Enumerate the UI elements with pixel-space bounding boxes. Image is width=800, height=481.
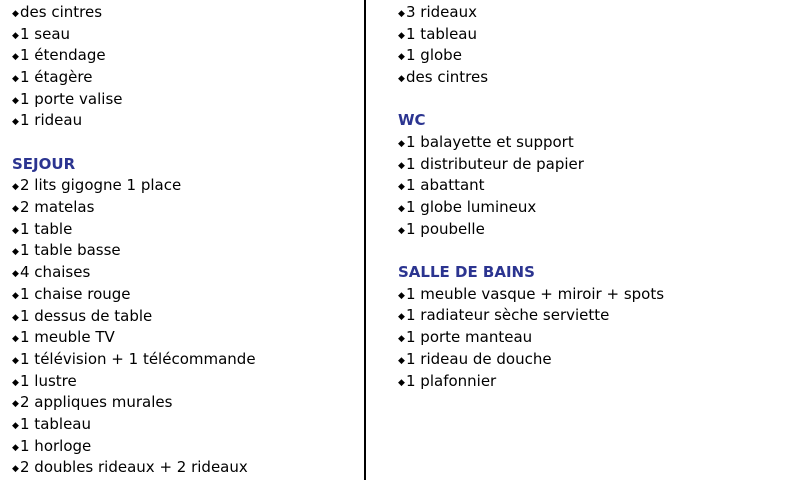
section-wc <box>398 110 788 240</box>
list-item-text: 1 poubelle <box>406 219 485 238</box>
diamond-bullet-icon: ◆ <box>398 182 405 193</box>
diamond-bullet-icon: ◆ <box>398 225 405 236</box>
diamond-bullet-icon: ◆ <box>12 74 19 85</box>
list-item-text: 4 chaises <box>20 263 91 282</box>
list-item <box>398 24 788 46</box>
list-item <box>12 240 357 262</box>
list-item-text: 1 télévision + 1 télécommande <box>20 349 256 368</box>
list-item <box>398 154 788 176</box>
list-item <box>398 45 788 67</box>
list-item-text: 1 abattant <box>406 176 485 195</box>
list-item <box>12 67 357 89</box>
list-item <box>12 175 357 197</box>
list-item-text: 1 étagère <box>20 68 93 87</box>
list-item-text: 1 meuble TV <box>20 328 115 347</box>
section-heading: SALLE DE BAINS <box>398 263 535 282</box>
list-item-text: 1 globe lumineux <box>406 198 537 217</box>
list-item <box>12 284 357 306</box>
section-continued <box>12 2 357 132</box>
list-item-text: 1 tableau <box>20 414 92 433</box>
diamond-bullet-icon: ◆ <box>398 74 405 85</box>
diamond-bullet-icon: ◆ <box>12 377 19 388</box>
list-item <box>12 306 357 328</box>
list-item <box>12 110 357 132</box>
diamond-bullet-icon: ◆ <box>12 225 19 236</box>
section-continued <box>398 2 788 89</box>
list-item <box>398 219 788 241</box>
section-sejour <box>12 154 357 479</box>
list-item-text: 1 rideau <box>20 111 83 130</box>
list-item-text: 1 radiateur sèche serviette <box>406 306 610 325</box>
diamond-bullet-icon: ◆ <box>12 334 19 345</box>
diamond-bullet-icon: ◆ <box>398 30 405 41</box>
diamond-bullet-icon: ◆ <box>12 464 19 475</box>
list-item-text: des cintres <box>20 3 103 21</box>
diamond-bullet-icon: ◆ <box>12 442 19 453</box>
list-item-text: 1 table basse <box>20 241 121 260</box>
list-item-text: 1 porte valise <box>20 89 123 108</box>
section-spacer <box>398 240 788 262</box>
list-item-text: des cintres <box>406 68 489 87</box>
list-item-text: 1 porte manteau <box>406 328 533 347</box>
list-item <box>12 392 357 414</box>
diamond-bullet-icon: ◆ <box>12 9 19 19</box>
list-item-text: 1 lustre <box>20 371 77 390</box>
section-spacer <box>398 89 788 111</box>
right-inventory-column <box>398 2 788 392</box>
diamond-bullet-icon: ◆ <box>398 290 405 301</box>
list-item <box>398 67 788 89</box>
list-item <box>12 197 357 219</box>
diamond-bullet-icon: ◆ <box>398 204 405 215</box>
list-item-text: 1 seau <box>20 24 71 43</box>
list-item-text: 1 globe <box>406 46 462 65</box>
list-item-text: 2 matelas <box>20 198 95 217</box>
list-item-text: 2 lits gigogne 1 place <box>20 176 182 195</box>
diamond-bullet-icon: ◆ <box>12 52 19 63</box>
list-item <box>12 327 357 349</box>
diamond-bullet-icon: ◆ <box>398 355 405 366</box>
diamond-bullet-icon: ◆ <box>398 334 405 345</box>
list-item <box>12 371 357 393</box>
list-item-text: 1 dessus de table <box>20 306 153 325</box>
list-item <box>398 371 788 393</box>
list-item <box>12 457 357 479</box>
list-item <box>398 349 788 371</box>
diamond-bullet-icon: ◆ <box>398 52 405 63</box>
diamond-bullet-icon: ◆ <box>12 182 19 193</box>
list-item-text: 1 tableau <box>406 24 478 43</box>
column-divider <box>364 0 366 480</box>
section-salle-de-bains <box>398 262 788 392</box>
list-item <box>398 2 788 24</box>
diamond-bullet-icon: ◆ <box>12 204 19 215</box>
list-item <box>12 89 357 111</box>
list-item-text: 1 horloge <box>20 436 92 455</box>
list-item-text: 2 appliques murales <box>20 393 173 412</box>
list-item-text: 1 distributeur de papier <box>406 154 584 173</box>
diamond-bullet-icon: ◆ <box>398 312 405 323</box>
list-item <box>398 284 788 306</box>
list-item-text: 2 doubles rideaux + 2 rideaux <box>20 458 248 477</box>
list-item <box>12 262 357 284</box>
list-item <box>12 414 357 436</box>
list-item-text: 1 plafonnier <box>406 371 497 390</box>
diamond-bullet-icon: ◆ <box>12 95 19 106</box>
list-item-text: 3 rideaux <box>406 3 477 21</box>
list-item <box>398 197 788 219</box>
list-item <box>12 45 357 67</box>
section-spacer <box>12 132 357 154</box>
diamond-bullet-icon: ◆ <box>12 290 19 301</box>
diamond-bullet-icon: ◆ <box>12 269 19 280</box>
list-item-text: 1 table <box>20 219 73 238</box>
list-item <box>12 349 357 371</box>
list-item <box>12 2 357 24</box>
list-item <box>398 132 788 154</box>
list-item <box>12 24 357 46</box>
left-inventory-column <box>12 2 357 479</box>
section-heading: WC <box>398 111 426 130</box>
list-item-text: 1 rideau de douche <box>406 349 552 368</box>
list-item-text: 1 meuble vasque + miroir + spots <box>406 284 665 303</box>
diamond-bullet-icon: ◆ <box>12 247 19 258</box>
list-item-text: 1 chaise rouge <box>20 284 131 303</box>
diamond-bullet-icon: ◆ <box>12 312 19 323</box>
diamond-bullet-icon: ◆ <box>12 30 19 41</box>
list-item-text: 1 balayette et support <box>406 133 574 152</box>
list-item <box>12 436 357 458</box>
section-heading: SEJOUR <box>12 154 76 173</box>
diamond-bullet-icon: ◆ <box>12 117 19 128</box>
list-item-text: 1 étendage <box>20 46 106 65</box>
list-item <box>398 175 788 197</box>
diamond-bullet-icon: ◆ <box>398 139 405 150</box>
diamond-bullet-icon: ◆ <box>398 160 405 171</box>
diamond-bullet-icon: ◆ <box>12 355 19 366</box>
list-item <box>398 305 788 327</box>
diamond-bullet-icon: ◆ <box>398 377 405 388</box>
diamond-bullet-icon: ◆ <box>12 399 19 410</box>
list-item <box>12 219 357 241</box>
diamond-bullet-icon: ◆ <box>12 420 19 431</box>
diamond-bullet-icon: ◆ <box>398 9 405 19</box>
list-item <box>398 327 788 349</box>
